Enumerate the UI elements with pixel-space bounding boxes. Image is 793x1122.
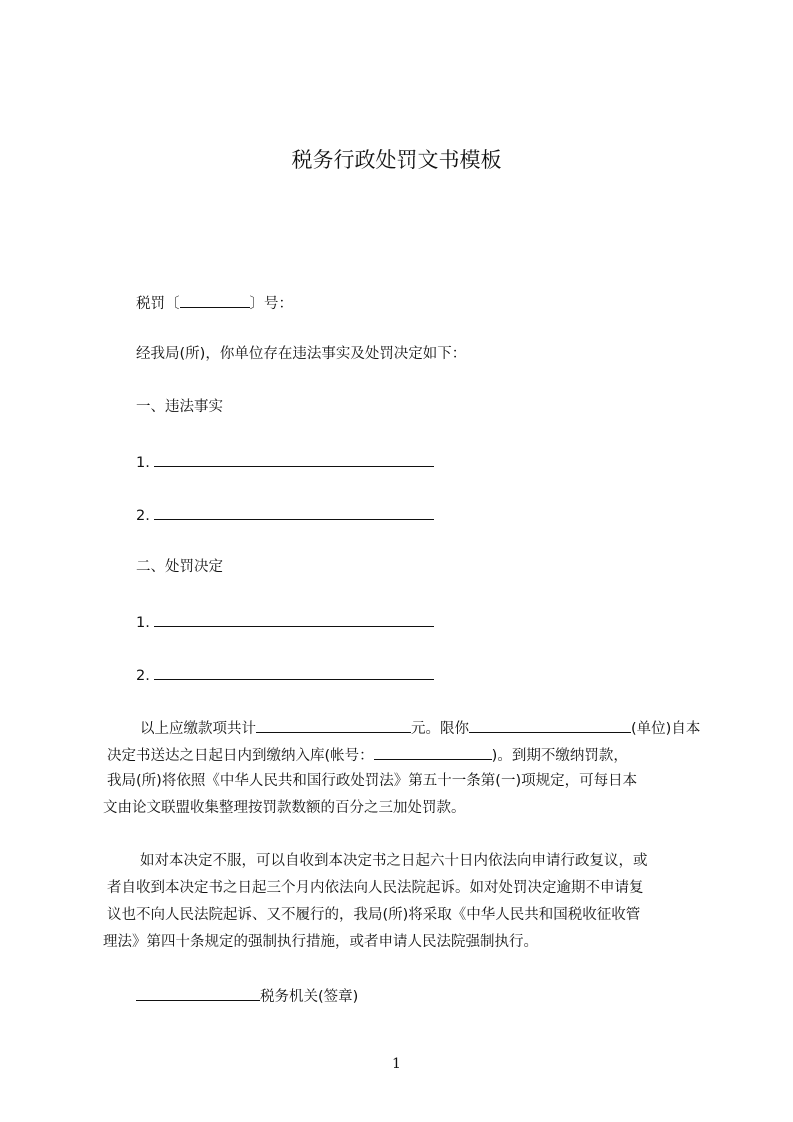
item-number: 1. [136, 615, 150, 631]
para1-line1 [140, 718, 700, 738]
section1-item-1 [136, 452, 434, 472]
item-number: 2. [136, 668, 150, 684]
page-number: 1 [392, 1056, 401, 1072]
signature-blank[interactable] [136, 986, 260, 1001]
item-blank[interactable] [154, 665, 434, 680]
para2-line3: 议也不向人民法院起诉、又不履行的，我局(所)将采取《中华人民共和国税收征收管 [107, 907, 641, 923]
text: )。到期不缴纳罚款， [491, 748, 628, 764]
doc-number-line [136, 293, 293, 313]
unit-blank[interactable] [469, 718, 631, 733]
para1-line4: 文由论文联盟收集整理按罚款数额的百分之三加处罚款。 [103, 800, 466, 816]
section2-item-1 [136, 612, 434, 632]
text: 决定书送达之日起日内到缴纳入库(帐号： [107, 748, 374, 764]
signature-label: 税务机关(签章) [260, 989, 359, 1005]
document-title: 税务行政处罚文书模板 [291, 148, 502, 172]
para2-line1: 如对本决定不服，可以自收到本决定书之日起六十日内依法向申请行政复议，或 [140, 853, 648, 869]
section2-heading: 二、处罚决定 [136, 559, 223, 575]
item-blank[interactable] [154, 505, 434, 520]
item-blank[interactable] [154, 452, 434, 467]
para1-line2 [107, 745, 628, 765]
text: (单位)自本 [631, 721, 701, 737]
account-blank[interactable] [374, 745, 492, 760]
amount-blank[interactable] [256, 718, 411, 733]
signature-line [136, 986, 358, 1006]
text: 元。限你 [411, 721, 469, 737]
intro-text: 经我局(所)，你单位存在违法事实及处罚决定如下： [136, 346, 467, 362]
text: 以上应缴款项共计 [140, 721, 256, 737]
para2-line2: 者自收到本决定书之日起三个月内依法向人民法院起诉。如对处罚决定逾期不申请复 [107, 880, 644, 896]
section2-item-2 [136, 665, 434, 685]
section1-heading: 一、违法事实 [136, 399, 223, 415]
item-blank[interactable] [154, 612, 434, 627]
doc-number-prefix: 税罚〔 [136, 296, 180, 312]
doc-number-blank[interactable] [180, 293, 250, 308]
section1-item-2 [136, 505, 434, 525]
para1-line3: 我局(所)将依照《中华人民共和国行政处罚法》第五十一条第(一)项规定，可每日本 [107, 773, 638, 789]
item-number: 2. [136, 508, 150, 524]
doc-number-suffix: 〕号： [249, 296, 293, 312]
item-number: 1. [136, 455, 150, 471]
para2-line4: 理法》第四十条规定的强制执行措施，或者申请人民法院强制执行。 [103, 934, 538, 950]
